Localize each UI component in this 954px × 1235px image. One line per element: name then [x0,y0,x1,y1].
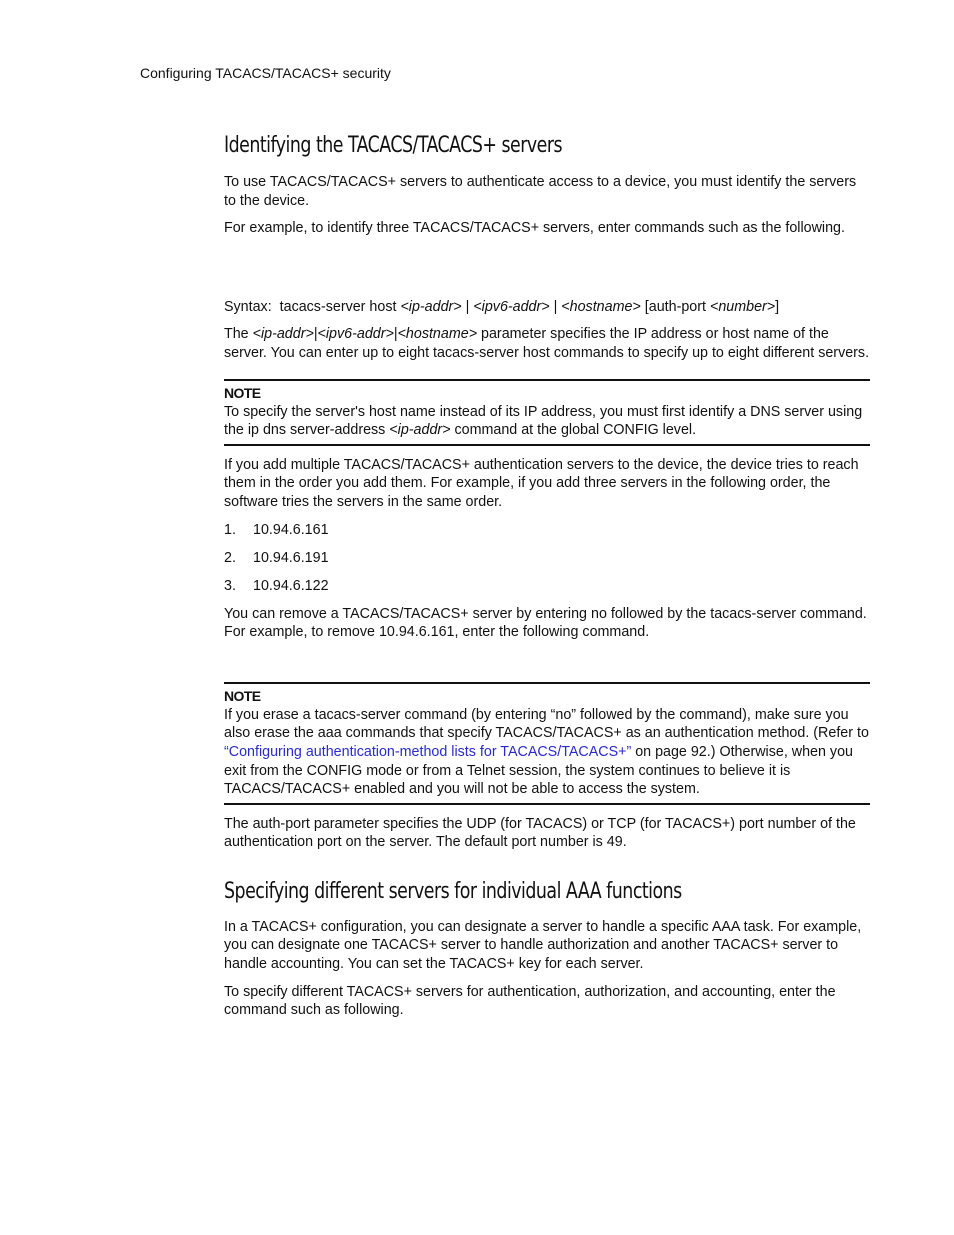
syntax-command: tacacs-server host [279,298,397,315]
tacacs-server-command: tacacs-server [710,605,797,622]
syntax-bracket: ] [775,298,780,315]
list-item [224,549,870,577]
list-item [224,577,870,605]
ip-addr-arg: <ip-addr> [385,422,451,439]
syntax-separator: | [549,298,562,315]
note-heading: NOTE [224,687,261,704]
note-text [224,706,870,799]
text: parameter specifies the IP address or host name of the server. You can enter up to eight [224,326,829,361]
syntax-line [224,298,870,317]
cross-reference-link[interactable]: “Configuring authentication-method lists for TACACS/TACACS+” [224,743,632,760]
syntax-bracket: [ [640,298,649,315]
list-item [224,521,870,549]
list-text: 10.94.6.122 [253,577,329,594]
page-content [224,130,870,1020]
no-keyword: no [591,605,607,622]
syntax-ipv6-arg: <ipv6-addr> [473,298,550,315]
text: To specify the server's host name instead of its IP address, you must first identify a DNS server using the [224,403,863,439]
list-text: 10.94.6.191 [253,549,329,566]
list-number: 2. [224,549,236,566]
text: commands to specify up to eight different servers. [549,344,870,361]
bar: | [313,326,318,343]
text: You can remove a TACACS/TACACS+ server by entering [224,605,591,622]
list-number: 3. [224,577,236,594]
tacacs-server-command: tacacs-server [314,706,401,723]
section-title-identifying-servers: Identifying the TACACS/TACACS+ servers [224,132,563,158]
multiple-servers-paragraph: If you add multiple TACACS/TACACS+ authentication servers to the device, the device tries to reach them in the order you add them. For example, if you add three servers in the following order, the software tries the servers in the same order. [224,456,859,510]
ip-addr-arg: <ip-addr> [252,326,314,343]
aaa-intro-paragraph: In a TACACS+ configuration, you can designate a server to handle a specific AAA task. For example, you can designate one TACACS+ server to handle authorization and another TACACS+ server to handle accounting. You can set the TACACS+ key for each server. [224,918,862,973]
hostname-arg: <hostname> [397,326,478,343]
syntax-ip-arg: <ip-addr> [400,298,462,315]
syntax-authport: auth-port [648,298,706,315]
text: on page 92.) Otherwise, when you exit from the CONFIG mode or from a Telnet session, the system continues to believe it is TACACS/TACACS+ enabled and you will not be able to access the system. [224,743,853,798]
text: command (by entering “no” followed by the command), make sure you also erase the [224,706,849,742]
parameter-paragraph [224,325,870,362]
text: parameter specifies the UDP (for TACACS) or TCP (for TACACS+) port number of the authentication port on the server. The default port number is 49. [224,815,856,851]
running-head: Configuring TACACS/TACACS+ security [140,65,391,81]
intro-paragraph: To use TACACS/TACACS+ servers to authenticate access to a device, you must identify the servers to the device. [224,174,857,209]
auth-port-keyword: auth-port [252,815,310,832]
aaa-instruction-paragraph: To specify different TACACS+ servers for authentication, authorization, and accounting, enter the command such as following. [224,983,836,1019]
tacacs-server-host-command: tacacs-server host [433,344,550,361]
auth-port-paragraph [224,815,870,852]
aaa-command: aaa [317,725,342,742]
section-title-aaa-functions: Specifying different servers for individual AAA functions [224,877,682,904]
list-number: 1. [224,521,236,538]
syntax-hostname-arg: <hostname> [561,298,641,315]
ipv6-addr-arg: <ipv6-addr> [317,326,394,343]
remove-server-paragraph [224,605,870,642]
text: The [224,815,253,832]
syntax-separator: | [461,298,474,315]
bar: | [393,326,398,343]
text: The [224,326,253,343]
ip-dns-command: ip dns server-address [247,422,386,439]
text: commands that specify TACACS/TACACS+ as an authentication method. (Refer to [341,725,869,742]
list-text: 10.94.6.161 [253,521,329,538]
note-box-dns [224,379,870,446]
note-text [224,403,870,440]
example-paragraph: For example, to identify three TACACS/TACACS+ servers, enter commands such as the following. [224,220,845,237]
note-box-erase [224,682,870,805]
server-order-list [224,521,870,605]
note-heading: NOTE [224,384,261,401]
text: command. For example, to remove 10.94.6.161, enter the following command. [224,605,867,641]
syntax-number-arg: <number> [709,298,776,315]
text: If you erase a [224,706,315,723]
text: command at the global CONFIG level. [450,422,697,439]
syntax-label: Syntax: [224,298,272,315]
text: followed by the [606,605,711,622]
